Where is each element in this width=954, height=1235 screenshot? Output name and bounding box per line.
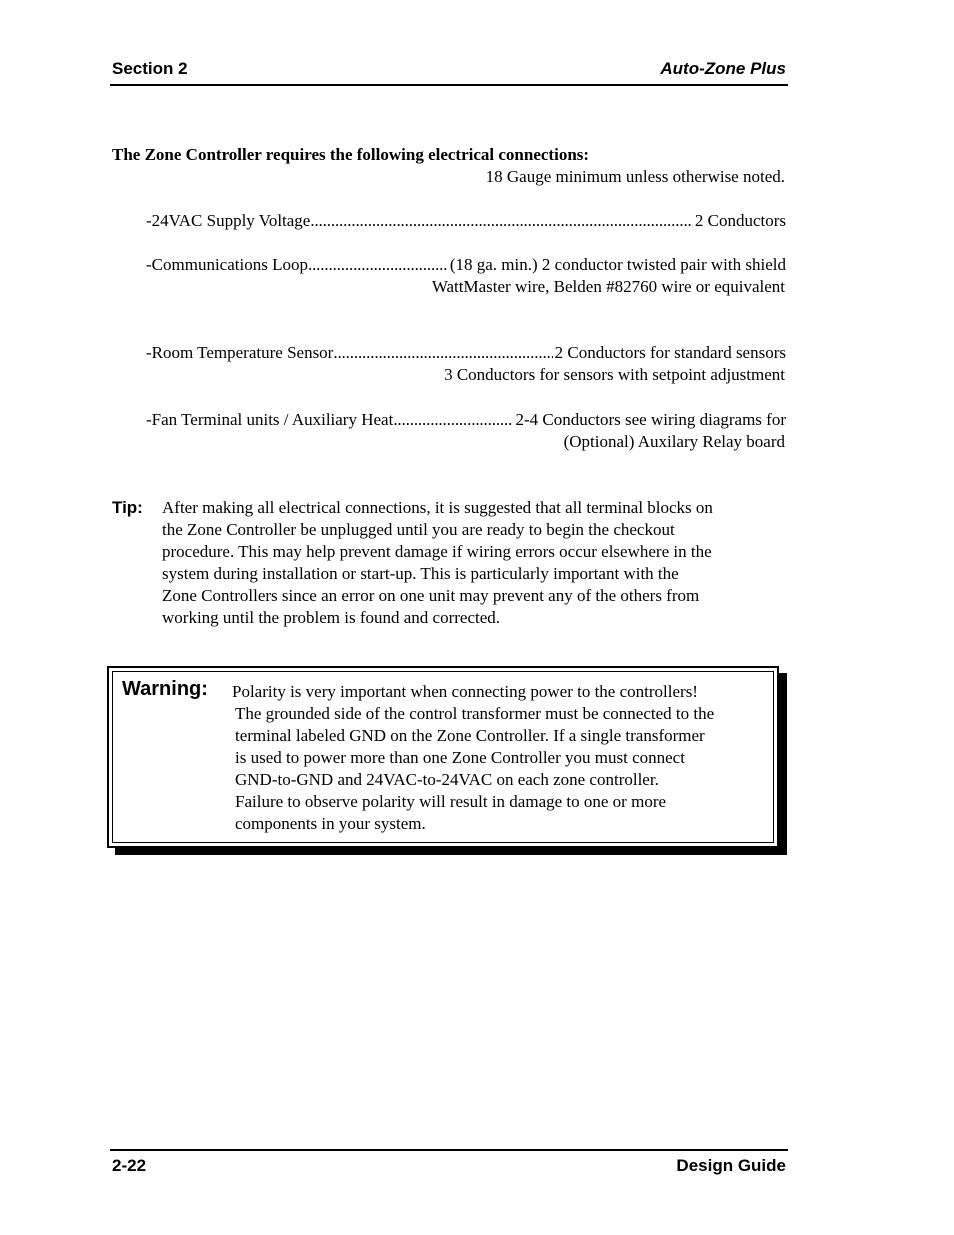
footer-doc-title: Design Guide	[676, 1156, 786, 1175]
tip-line: working until the problem is found and corrected.	[162, 608, 501, 627]
connection-row-fan	[146, 409, 786, 431]
warning-line: The grounded side of the control transformer must be connected to the	[235, 704, 715, 723]
connection-row-comm	[146, 254, 786, 276]
tip-line: Zone Controllers since an error on one unit may prevent any of the others from	[162, 586, 700, 605]
header-product: Auto-Zone Plus	[660, 59, 786, 78]
page-number: 2-22	[112, 1156, 147, 1175]
connection-value: 2-4 Conductors see wiring diagrams for	[515, 410, 786, 429]
connection-label: -24VAC Supply Voltage	[146, 211, 311, 230]
tip-line: procedure. This may help prevent damage if wiring errors occur elsewhere in the	[162, 542, 712, 561]
warning-line: Failure to observe polarity will result in damage to one or more	[235, 792, 667, 811]
header-rule	[110, 84, 788, 86]
tip-text	[162, 497, 777, 629]
connection-label: -Fan Terminal units / Auxiliary Heat	[146, 410, 394, 429]
header-section: Section 2	[112, 59, 188, 78]
tip-line: system during installation or start-up. This is particularly important with the	[162, 564, 679, 583]
tip-label: Tip:	[112, 498, 143, 517]
warning-label: Warning:	[122, 678, 208, 700]
warning-line: GND-to-GND and 24VAC-to-24VAC on each zone controller.	[235, 770, 659, 789]
warning-line: terminal labeled GND on the Zone Controller. If a single transformer	[235, 726, 705, 745]
connections-heading: The Zone Controller requires the following electrical connections:	[112, 145, 590, 164]
gauge-note: 18 Gauge minimum unless otherwise noted.	[485, 167, 785, 186]
connection-row-supply	[146, 210, 786, 232]
connection-value: 2 Conductors for standard sensors	[554, 343, 786, 362]
warning-line: Polarity is very important when connecting power to the controllers!	[232, 682, 698, 701]
connection-continuation: 3 Conductors for sensors with setpoint adjustment	[444, 365, 785, 384]
connection-continuation: (Optional) Auxilary Relay board	[563, 432, 785, 451]
connection-label: -Room Temperature Sensor	[146, 343, 334, 362]
warning-line: is used to power more than one Zone Controller you must connect	[235, 748, 685, 767]
leader-dots	[393, 409, 513, 431]
connection-value: (18 ga. min.) 2 conductor twisted pair with shield	[449, 255, 786, 274]
warning-line: components in your system.	[235, 814, 426, 833]
tip-line: the Zone Controller be unplugged until you are ready to begin the checkout	[162, 520, 675, 539]
connection-continuation: WattMaster wire, Belden #82760 wire or equivalent	[431, 277, 785, 296]
leader-dots	[333, 342, 552, 364]
connection-value: 2 Conductors	[694, 211, 786, 230]
connection-row-sensor	[146, 342, 786, 364]
warning-text	[235, 703, 770, 835]
leader-dots	[308, 254, 448, 276]
footer-rule	[110, 1149, 788, 1151]
tip-line: After making all electrical connections, it is suggested that all terminal blocks on	[162, 498, 713, 517]
connection-label: -Communications Loop	[146, 255, 308, 274]
leader-dots	[310, 210, 693, 232]
